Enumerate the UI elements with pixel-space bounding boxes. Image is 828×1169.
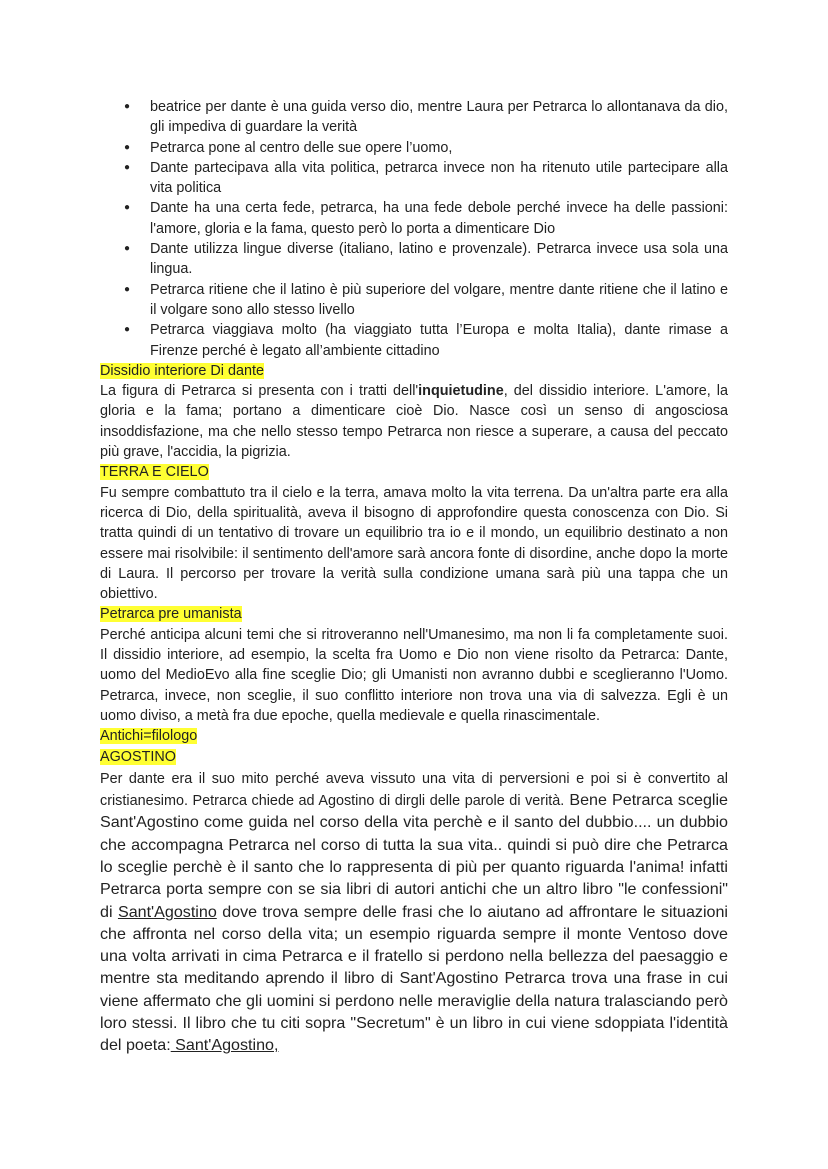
paragraph-terra-cielo: Fu sempre combattuto tra il cielo e la terra, amava molto la vita terrena. Da un'altra parte era alla ricerca di Dio, della spiritualità, aveva il bisogno di approfondire questa conoscenza con Dio. Si tratta quindi di un tentativo di trovare un equilibrio tra io e il mondo, un equilibrio destinato a non essere mai risolvibile: il sentimento dell'amore sarà ancora fonte di disordine, anche dopo la morte di Laura. Il percorso per trovare la verità sulla condizione umana sarà più una tappa che un obiettivo. — [100, 484, 728, 603]
list-item: ● Dante utilizza lingue diverse (italiano, latino e provenzale). Petrarca invece usa sola una lingua. — [100, 239, 728, 280]
list-item: ● beatrice per dante è una guida verso dio, mentre Laura per Petrarca lo allontanava da dio, gli impediva di guardare la verità — [100, 97, 728, 138]
section-heading-agostino — [100, 747, 728, 767]
list-item: ● Petrarca ritiene che il latino è più superiore del volgare, mentre dante ritiene che il latino e il volgare sono allo stesso livello — [100, 280, 728, 321]
paragraph-agostino: Per dante era il suo mito perché aveva vissuto una vita di perversioni e poi si è convertito al cristianesimo. Petrarca chiede ad Agostino di dirgli delle parole di verità. Bene Petrarca sceglie Sant'Agostino come guida nel corso della vita perchè e il santo del dubbio.... un dubbio che accompagna Petrarca nel corso di tutta la sua vita.. quindi si può dire che Petrarca lo sceglie perchè è il santo che lo rappresenta di più per quanto riguarda l'anima! infatti Petrarca porta sempre con se sia libri di autori antichi che un altro libro "le confessioni" di Sant'Agostino dove trova sempre delle frasi che lo aiutano ad affrontare le situazioni che affronta nel corso della vita; un esempio riguarda sempre il monte Ventoso dove una volta arrivati in cima Petrarca e il fratello si perdono nella bellezza del paesaggio e mentre sta meditando aprendo il libro di Sant'Agostino Petrarca trova una frase in cui viene affermato che gli uomini si perdono nelle meraviglie della natura tralasciando però loro stessi. Il libro che tu citi sopra "Secretum" è un libro in cui viene sdoppiata l'identità del poeta: Sant'Agostino, — [100, 770, 729, 1055]
comparison-list — [100, 97, 728, 361]
section-heading-terra-cielo — [100, 462, 728, 482]
section-heading-dissidio — [100, 361, 728, 381]
highlighted-heading: Antichi=filologo — [100, 728, 198, 745]
link-sant-agostino-2[interactable]: Sant'Agostino, — [170, 1036, 279, 1055]
link-sant-agostino[interactable]: Sant'Agostino — [117, 902, 217, 921]
paragraph-pre-umanista: Perché anticipa alcuni temi che si ritroveranno nell'Umanesimo, ma non li fa completamente suoi. Il dissidio interiore, ad esempio, la scelta fra Uomo e Dio non viene risolto da Petrarca: Dante, uomo del MedioEvo alla fine sceglie Dio; gli Umanisti non avranno dubbi e sceglieranno l'Uomo. Petrarca, invece, non sceglie, il suo conflitto interiore non trova una via di salvezza. Egli è un uomo diviso, a metà fra due epoche, quella medievale e quella rinascimentale. — [100, 626, 728, 724]
section-heading-pre-umanista — [100, 604, 728, 624]
highlighted-heading: Dissidio interiore Di dante — [100, 362, 264, 379]
list-item: ● Dante ha una certa fede, petrarca, ha una fede debole perché invece ha delle passioni: l'amore, gloria e la fama, questo però lo porta a dimenticare Dio — [100, 198, 728, 239]
document-content — [100, 97, 728, 1057]
highlighted-heading: AGOSTINO — [100, 748, 176, 765]
highlighted-heading: Petrarca pre umanista — [100, 606, 242, 623]
section-heading-antichi — [100, 726, 728, 746]
bold-term: inquietudine — [418, 383, 504, 400]
list-item: ● Petrarca viaggiava molto (ha viaggiato tutta l’Europa e molta Italia), dante rimase a Firenze perché è legato all’ambiente cittadino — [100, 320, 728, 361]
list-item: ● Petrarca pone al centro delle sue opere l’uomo, — [100, 138, 728, 158]
paragraph-dissidio: La figura di Petrarca si presenta con i tratti dell'inquietudine, del dissidio interiore. L'amore, la gloria e la fama; portano a dimenticare cioè Dio. Nasce così un senso di angosciosa insoddisfazione, ma che nello stesso tempo Petrarca non riesce a superare, a causa del peccato più grave, l'accidia, la pigrizia. — [100, 383, 728, 461]
list-item: ● Dante partecipava alla vita politica, petrarca invece non ha ritenuto utile partecipare alla vita politica — [100, 158, 728, 199]
highlighted-heading: TERRA E CIELO — [100, 464, 209, 481]
